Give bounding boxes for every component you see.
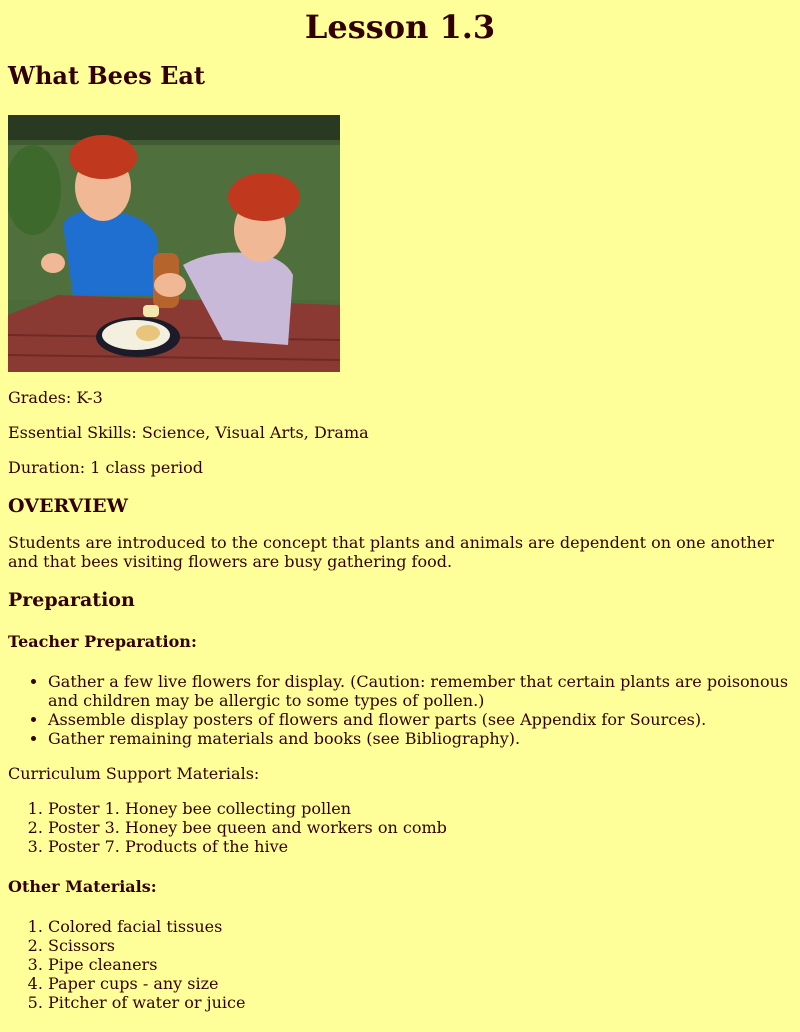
list-item: 1. Colored facial tissues (48, 917, 792, 936)
curriculum-list (8, 799, 792, 856)
list-item: 2. Scissors (48, 936, 792, 955)
preparation-heading: Preparation (8, 589, 135, 611)
overview-text: Students are introduced to the concept that plants and animals are dependent on one another and that bees visiting flowers are busy gathering food. (8, 533, 774, 571)
teacher-preparation-heading: Teacher Preparation: (8, 632, 197, 651)
lesson-title: Lesson 1.3 (304, 8, 496, 46)
curriculum-label: Curriculum Support Materials: (8, 764, 260, 783)
list-item: 4. Paper cups - any size (48, 974, 792, 993)
list-item: 5. Pitcher of water or juice (48, 993, 792, 1012)
list-item: 1. Poster 1. Honey bee collecting pollen (48, 799, 792, 818)
overview-heading: OVERVIEW (8, 495, 129, 517)
skills-text: Essential Skills: Science, Visual Arts, Drama (8, 423, 369, 442)
list-item: 3. Poster 7. Products of the hive (48, 837, 792, 856)
grades-text: Grades: K-3 (8, 388, 103, 407)
list-item: • Gather remaining materials and books (see Bibliography). (48, 729, 792, 748)
other-materials-list (8, 917, 792, 1012)
list-item: 2. Poster 3. Honey bee queen and workers on comb (48, 818, 792, 837)
teacher-preparation-list (8, 672, 792, 748)
list-item: 3. Pipe cleaners (48, 955, 792, 974)
list-item: • Assemble display posters of flowers and flower parts (see Appendix for Sources). (48, 710, 792, 729)
duration-text: Duration: 1 class period (8, 458, 204, 477)
other-materials-heading: Other Materials: (8, 877, 157, 896)
lesson-photo (8, 115, 340, 372)
list-item: • Gather a few live flowers for display. (Caution: remember that certain plants are poisonous and children may be allergic to some types of pollen.) (48, 672, 792, 710)
lesson-subtitle: What Bees Eat (8, 61, 206, 90)
